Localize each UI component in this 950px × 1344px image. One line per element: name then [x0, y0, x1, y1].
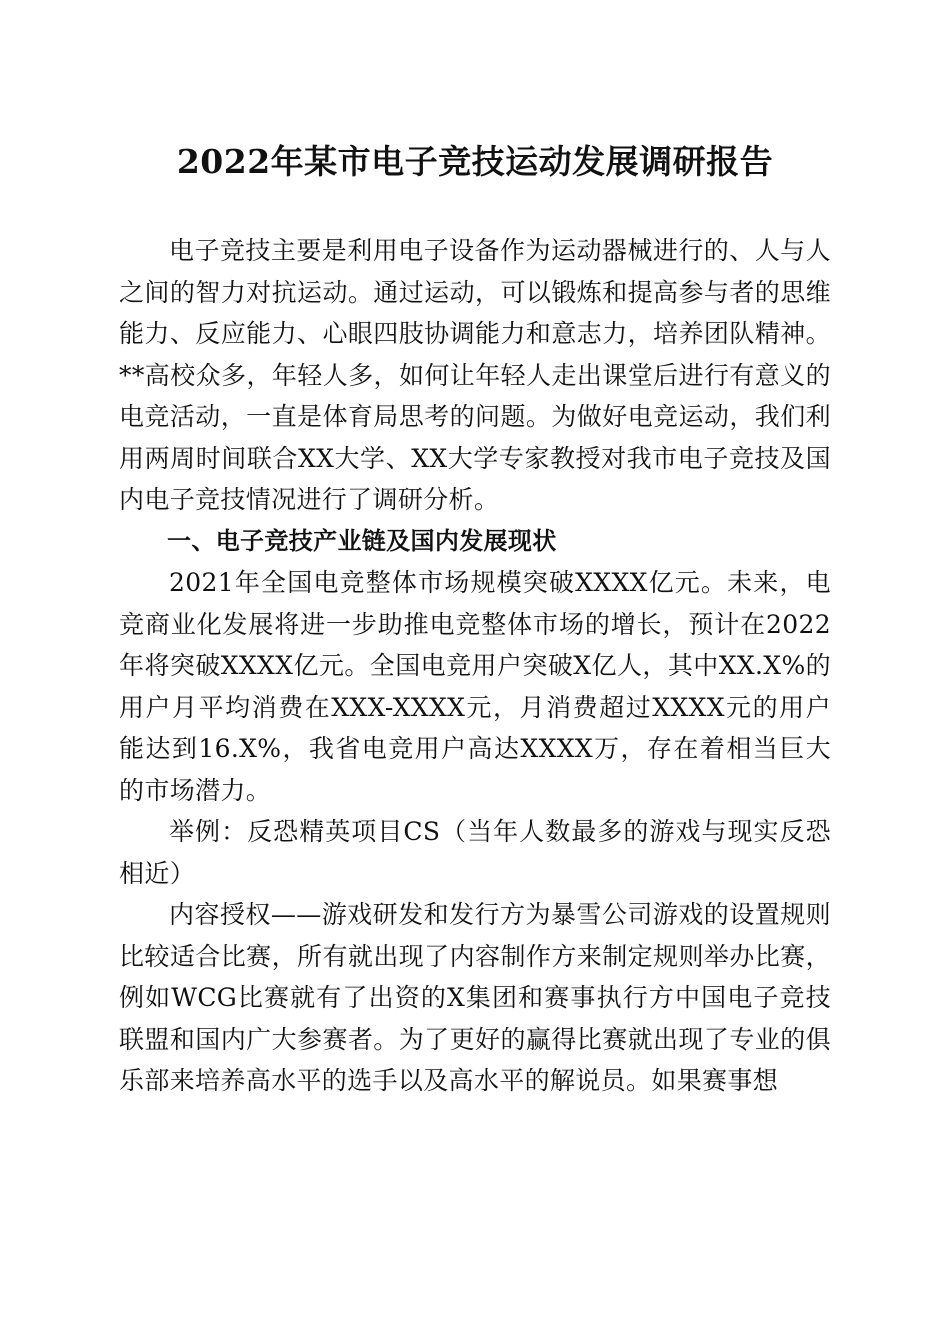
- content-license-paragraph: 内容授权——游戏研发和发行方为暴雪公司游戏的设置规则比较适合比赛，所有就出现了内容制作方来制定规则举办比赛，例如WCG比赛就有了出资的X集团和赛事执行方中国电子竞技联盟和国内广大参赛者。为了更好的赢得比赛就出现了专业的俱乐部来培养高水平的选手以及高水平的解说员。如果赛事想: [119, 900, 831, 1095]
- document-body: [119, 230, 831, 1102]
- document-title: 2022年某市电子竞技运动发展调研报告: [176, 142, 774, 181]
- market-paragraph: 2021年全国电竞整体市场规模突破XXXX亿元。未来，电竞商业化发展将进一步助推电竞整体市场的增长，预计在2022年将突破XXXX亿元。全国电竞用户突破X亿人，其中XX.X%的用户月平均消费在XXX-XXXX元，月消费超过XXXX元的用户能达到16.X%，我省电竞用户高达XXXX万，存在着相当巨大的市场潜力。: [119, 568, 831, 805]
- intro-paragraph: 电子竞技主要是利用电子设备作为运动器械进行的、人与人之间的智力对抗运动。通过运动，可以锻炼和提高参与者的思维能力、反应能力、心眼四肢协调能力和意志力，培养团队精神。**高校众多，年轻人多，如何让年轻人走出课堂后进行有意义的电竞活动，一直是体育局思考的问题。为做好电竞运动，我们利用两周时间联合XX大学、XX大学专家教授对我市电子竞技及国内电子竞技情况进行了调研分析。: [119, 236, 831, 514]
- section-heading: 一、电子竞技产业链及国内发展现状: [167, 526, 557, 555]
- example-paragraph: 举例：反恐精英项目CS（当年人数最多的游戏与现实反恐相近）: [119, 817, 831, 888]
